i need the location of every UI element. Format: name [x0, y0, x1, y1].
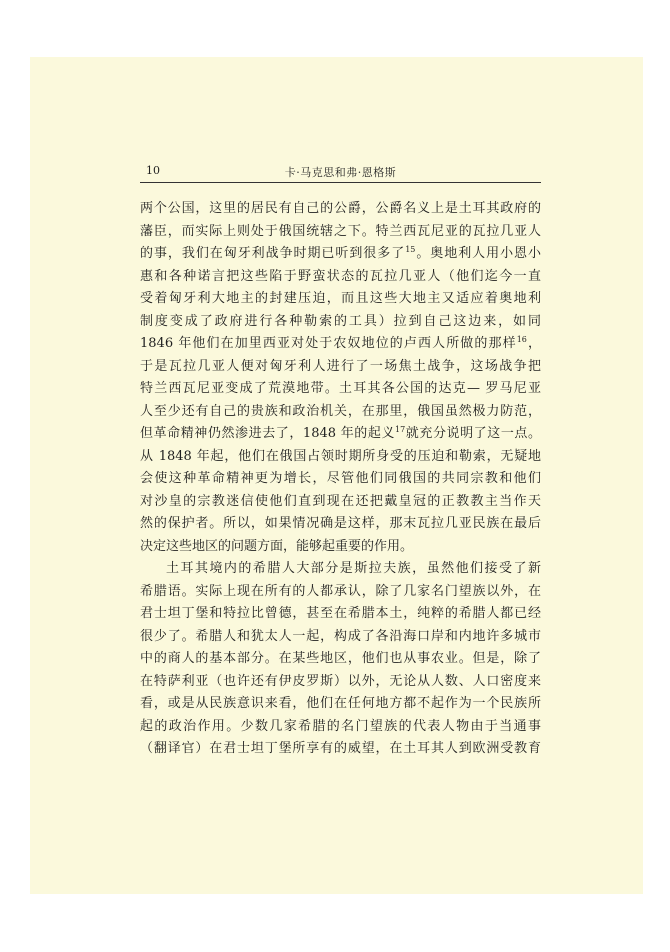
text-line: 藩臣，而实际上则处于俄国统辖之下。特兰西瓦尼亚的瓦拉几亚人: [140, 223, 541, 239]
text-line: 在特萨利亚（也许还有伊皮罗斯）以外，无论从人数、人口密度来: [140, 673, 541, 689]
text-segment: ，: [526, 336, 541, 351]
text-line: [140, 243, 541, 266]
page-number: 10: [146, 164, 160, 177]
footnote-ref: 15: [405, 245, 416, 254]
text-line: 会使这种革命精神更为增长，尽管他们同俄国的共同宗教和他们: [140, 471, 541, 486]
text-line: 君士坦丁堡和特拉比曾德，甚至在希腊本土，纯粹的希腊人都已经: [140, 606, 541, 621]
text-line: 然的保护者。所以，如果情况确是这样，那末瓦拉几亚民族在最后: [140, 516, 541, 531]
text-line: 对沙皇的宗教迷信使他们直到现在还把戴皇冠的正教教主当作天: [140, 493, 541, 509]
text-line: [140, 333, 541, 356]
text-line: 中的商人的基本部分。在某些地区，他们也从事农业。但是，除了: [140, 651, 541, 666]
text-line: 希腊语。实际上现在所有的人都承认，除了几家名门望族以外，在: [140, 583, 541, 599]
text-line: 很少了。希腊人和犹太人一起，构成了各沿海口岸和内地许多城市: [140, 628, 541, 644]
text-line: 于是瓦拉几亚人便对匈牙利人进行了一场焦土战争，这场战争把: [140, 358, 541, 374]
footnote-ref: 17: [395, 425, 406, 434]
running-title: 卡·马克思和弗·恩格斯: [284, 166, 397, 179]
text-line: （翻译官）在君士坦丁堡所享有的威望，在土耳其人到欧洲受教育: [140, 741, 541, 756]
paragraph-start-line: 土耳其境内的希腊人大部分是斯拉夫族，虽然他们接受了新: [166, 561, 541, 576]
text-line: 惠和各种诺言把这些陷于野蛮状态的瓦拉几亚人（他们迄今一直: [140, 268, 541, 284]
text-line: 受着匈牙利大地主的封建压迫，而且这些大地主又适应着奥地利: [140, 291, 541, 306]
text-segment: 就充分说明了这一点。: [405, 426, 541, 441]
footnote-ref: 16: [516, 335, 527, 344]
text-line: 特兰西瓦尼亚变成了荒漠地带。土耳其各公国的达克— 罗马尼亚: [140, 381, 541, 396]
text-line: 人至少还有自己的贵族和政治机关，在那里，俄国虽然极力防范，: [140, 403, 541, 419]
text-line: 制度变成了政府进行各种勒索的工具）拉到自己这边来，如同: [140, 313, 541, 329]
text-line: 从 1848 年起，他们在俄国占领时期所身受的压迫和勒索，无疑地: [140, 448, 541, 464]
text-line: [140, 423, 541, 446]
text-line: 起的政治作用。少数几家希腊的名门望族的代表人物由于当通事: [140, 718, 541, 734]
body-text: [140, 198, 541, 761]
text-line: 决定这些地区的问题方面，能够起重要的作用。: [140, 538, 414, 554]
text-segment: 的事，我们在匈牙利战争时期已听到很多了: [140, 246, 406, 261]
text-line: 两个公国，这里的居民有自己的公爵，公爵名义上是土耳其政府的: [140, 201, 541, 216]
header-rule: [140, 182, 541, 183]
text-segment: 1846 年他们在加里西亚对处于农奴地位的卢西人所做的那样: [140, 336, 517, 351]
text-line: 看，或是从民族意识来看，他们在任何地方都不起作为一个民族所: [140, 696, 541, 711]
text-segment: 。奥地利人用小恩小: [415, 246, 541, 261]
text-segment: 但革命精神仍然渗进去了，1848 年的起义: [140, 426, 396, 441]
